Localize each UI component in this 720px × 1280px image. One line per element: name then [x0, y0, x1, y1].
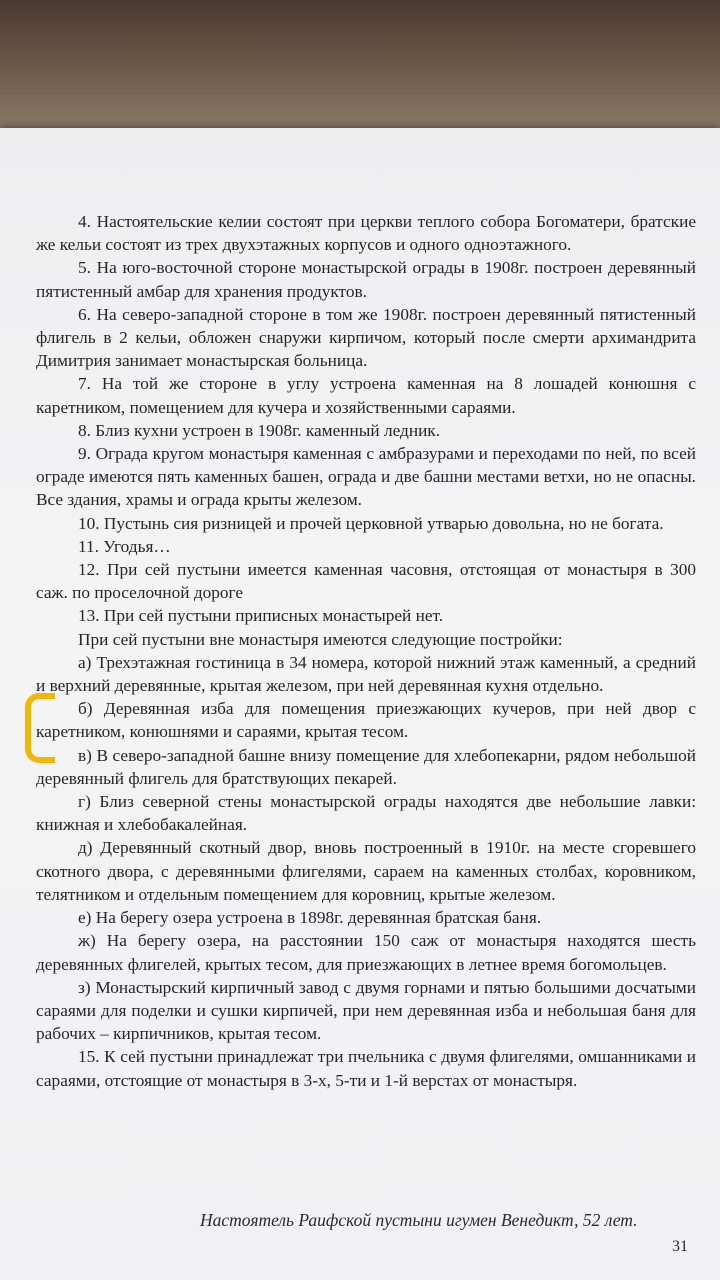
paragraph-v: в) В северо-западной башне внизу помещение для хлебопекарни, рядом небольшой деревянный флигель для братствующих пекарей. — [36, 745, 696, 788]
paragraph-6: 6. На северо-западной стороне в том же 1908г. построен деревянный пятистенный флигель в 2 кельи, обложен снаружи кирпичом, который после смерти архимандрита Димитрия занимает монастырская больница. — [36, 304, 696, 371]
paragraph-12: 12. При сей пустыни имеется каменная часовня, отстоящая от монастыря в 300 саж. по проселочной дороге — [36, 560, 696, 603]
paragraph-e: е) На берегу озера устроена в 1898г. деревянная братская баня. — [78, 908, 542, 928]
highlight-bracket-mark — [25, 693, 55, 763]
paragraph-a: а) Трехэтажная гостиница в 34 номера, которой нижний этаж каменный, а средний и верхний деревянные, крытая железом, при ней деревянная кухня отдельно. — [36, 652, 696, 696]
paragraph-5: 5. На юго-восточной стороне монастырской ограды в 1908г. построен деревянный пятистенный амбар для хранения продуктов. — [36, 258, 696, 301]
page-number: 31 — [672, 1238, 688, 1255]
background-surface — [0, 0, 720, 135]
paragraph-z: з) Монастырский кирпичный завод с двумя горнами и пятью большими досчатыми сараями для поделки и сушки кирпичей, при нем деревянная изба и небольшая баня для рабочих – кирпичников, крытая тесом. — [36, 977, 696, 1044]
paragraph-15: 15. К сей пустыни принадлежат три пчельника с двумя флигелями, омшанниками и сараями, отстоящие от монастыря в 3-х, 5-ти и 1-й верстах от монастыря. — [36, 1047, 696, 1090]
paragraph-g: г) Близ северной стены монастырской ограды находятся две небольшие лавки: книжная и хлебобакалейная. — [36, 792, 696, 835]
paragraph-zh: ж) На берегу озера, на расстоянии 150 саж от монастыря находятся шесть деревянных флигелей, крытых тесом, для приезжающих в летнее время богомольцев. — [36, 931, 696, 974]
paragraph-4: 4. Настоятельские келии состоят при церкви теплого собора Богоматери, братские же кельи состоят из трех двухэтажных корпусов и одного одноэтажного. — [36, 212, 696, 255]
paragraph-d: д) Деревянный скотный двор, вновь построенный в 1910г. на месте сгоревшего скотного двора, с деревянными флигелями, сараем на каменных столбах, коровником, телятником и отдельным помещением для коровниц, крытые железом. — [36, 838, 696, 904]
paragraph-b: б) Деревянная изба для помещения приезжающих кучеров, при ней двор с каретником, конюшнями и сараями, крытая тесом. — [36, 699, 696, 742]
body-text — [36, 210, 696, 1092]
signature-line: Настоятель Раифской пустыни игумен Венедикт, 52 лет. — [200, 1210, 638, 1230]
paragraph-8: 8. Близ кухни устроен в 1908г. каменный ледник. — [78, 420, 441, 440]
paragraph-10: 10. Пустынь сия ризницей и прочей церковной утварью довольна, но не богата. — [78, 513, 664, 533]
paragraph-7: 7. На той же стороне в углу устроена каменная на 8 лошадей конюшня с каретником, помещением для кучера и хозяйственными сараями. — [36, 374, 696, 417]
paragraph-9: 9. Ограда кругом монастыря каменная с амбразурами и переходами по ней, по всей ограде имеются пять каменных башен, ограда и две башни местами ветхи, но не опасны. Все здания, храмы и ограда крыты железом. — [36, 444, 696, 510]
document-page — [0, 128, 720, 1280]
paragraph-intro-buildings: При сей пустыни вне монастыря имеются следующие постройки: — [78, 629, 563, 649]
paragraph-13: 13. При сей пустыни приписных монастырей нет. — [78, 606, 444, 626]
paragraph-11: 11. Угодья… — [78, 536, 171, 556]
